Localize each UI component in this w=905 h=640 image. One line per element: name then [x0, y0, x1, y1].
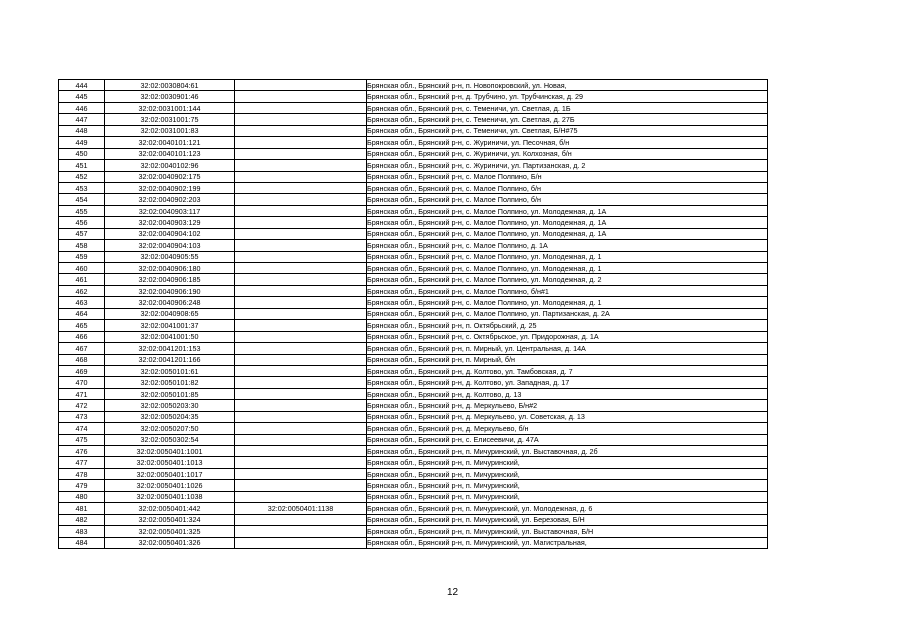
related-cadastral-number-cell — [235, 400, 367, 411]
related-cadastral-number-cell — [235, 468, 367, 479]
row-number-cell: 446 — [59, 102, 105, 113]
address-cell: Брянская обл., Брянский р-н, п. Мичуринский, ул. Молодежная, д. 6 — [367, 503, 768, 514]
address-cell: Брянская обл., Брянский р-н, с. Малое Полпино, ул. Молодежная, д. 1 — [367, 251, 768, 262]
related-cadastral-number-cell — [235, 354, 367, 365]
table-row — [59, 308, 768, 319]
row-number-cell: 475 — [59, 434, 105, 445]
address-cell: Брянская обл., Брянский р-н, с. Теменичи, ул. Светлая, Б/Н#75 — [367, 125, 768, 136]
table-row — [59, 514, 768, 525]
cadastral-number-cell: 32:02:0040906:190 — [105, 285, 235, 296]
row-number-cell: 445 — [59, 91, 105, 102]
page-number: 12 — [446, 587, 459, 598]
related-cadastral-number-cell — [235, 182, 367, 193]
row-number-cell: 452 — [59, 171, 105, 182]
table-row — [59, 91, 768, 102]
row-number-cell: 454 — [59, 194, 105, 205]
cadastral-number-cell: 32:02:0050401:1001 — [105, 446, 235, 457]
address-cell: Брянская обл., Брянский р-н, с. Журиничи, ул. Колхозная, б/н — [367, 148, 768, 159]
address-cell: Брянская обл., Брянский р-н, п. Новопокровский, ул. Новая, — [367, 80, 768, 91]
table-row — [59, 251, 768, 262]
address-cell: Брянская обл., Брянский р-н, с. Теменичи, ул. Светлая, д. 1Б — [367, 102, 768, 113]
row-number-cell: 451 — [59, 160, 105, 171]
address-cell: Брянская обл., Брянский р-н, с. Малое Полпино, ул. Молодежная, д. 1А — [367, 217, 768, 228]
table-row — [59, 171, 768, 182]
cadastral-number-cell: 32:02:0041001:37 — [105, 320, 235, 331]
cadastral-number-cell: 32:02:0041001:50 — [105, 331, 235, 342]
cadastral-number-cell: 32:02:0050101:85 — [105, 388, 235, 399]
row-number-cell: 467 — [59, 343, 105, 354]
cadastral-number-cell: 32:02:0040102:96 — [105, 160, 235, 171]
cadastral-number-cell: 32:02:0050401:326 — [105, 537, 235, 548]
address-cell: Брянская обл., Брянский р-н, д. Меркульево, Б/н#2 — [367, 400, 768, 411]
table-row — [59, 240, 768, 251]
cadastral-register-table — [58, 79, 768, 549]
related-cadastral-number-cell — [235, 480, 367, 491]
table-row — [59, 297, 768, 308]
related-cadastral-number-cell — [235, 251, 367, 262]
table-row — [59, 228, 768, 239]
row-number-cell: 453 — [59, 182, 105, 193]
row-number-cell: 461 — [59, 274, 105, 285]
related-cadastral-number-cell — [235, 297, 367, 308]
row-number-cell: 455 — [59, 205, 105, 216]
cadastral-number-cell: 32:02:0040903:129 — [105, 217, 235, 228]
related-cadastral-number-cell — [235, 411, 367, 422]
table-row — [59, 537, 768, 548]
row-number-cell: 464 — [59, 308, 105, 319]
address-cell: Брянская обл., Брянский р-н, п. Мичуринский, — [367, 491, 768, 502]
address-cell: Брянская обл., Брянский р-н, с. Малое Полпино, ул. Партизанская, д. 2А — [367, 308, 768, 319]
address-cell: Брянская обл., Брянский р-н, с. Малое Полпино, ул. Молодежная, д. 1А — [367, 228, 768, 239]
table-row — [59, 102, 768, 113]
cadastral-number-cell: 32:02:0040906:180 — [105, 263, 235, 274]
related-cadastral-number-cell — [235, 331, 367, 342]
table-row — [59, 468, 768, 479]
address-cell: Брянская обл., Брянский р-н, д. Колтово, ул. Тамбовская, д. 7 — [367, 365, 768, 376]
related-cadastral-number-cell — [235, 285, 367, 296]
table-row — [59, 194, 768, 205]
related-cadastral-number-cell — [235, 446, 367, 457]
table-row — [59, 182, 768, 193]
table-row — [59, 125, 768, 136]
row-number-cell: 459 — [59, 251, 105, 262]
related-cadastral-number-cell — [235, 217, 367, 228]
address-cell: Брянская обл., Брянский р-н, с. Малое Полпино, ул. Молодежная, д. 1 — [367, 297, 768, 308]
row-number-cell: 479 — [59, 480, 105, 491]
table-row — [59, 274, 768, 285]
cadastral-number-cell: 32:02:0040902:175 — [105, 171, 235, 182]
related-cadastral-number-cell — [235, 171, 367, 182]
table-row — [59, 331, 768, 342]
table-row — [59, 365, 768, 376]
table-row — [59, 480, 768, 491]
row-number-cell: 448 — [59, 125, 105, 136]
row-number-cell: 444 — [59, 80, 105, 91]
row-number-cell: 476 — [59, 446, 105, 457]
table-row — [59, 400, 768, 411]
address-cell: Брянская обл., Брянский р-н, п. Мичуринский, ул. Выставочная, д. 2б — [367, 446, 768, 457]
address-cell: Брянская обл., Брянский р-н, д. Трубчино, ул. Трубчинская, д. 29 — [367, 91, 768, 102]
row-number-cell: 472 — [59, 400, 105, 411]
address-cell: Брянская обл., Брянский р-н, п. Октябрьский, д. 25 — [367, 320, 768, 331]
cadastral-number-cell: 32:02:0040902:203 — [105, 194, 235, 205]
row-number-cell: 470 — [59, 377, 105, 388]
address-cell: Брянская обл., Брянский р-н, с. Малое Полпино, ул. Молодежная, д. 1 — [367, 263, 768, 274]
cadastral-number-cell: 32:02:0030901:46 — [105, 91, 235, 102]
row-number-cell: 482 — [59, 514, 105, 525]
cadastral-number-cell: 32:02:0040903:117 — [105, 205, 235, 216]
cadastral-number-cell: 32:02:0050401:1038 — [105, 491, 235, 502]
address-cell: Брянская обл., Брянский р-н, с. Малое Полпино, Б/н — [367, 171, 768, 182]
related-cadastral-number-cell — [235, 228, 367, 239]
row-number-cell: 457 — [59, 228, 105, 239]
related-cadastral-number-cell — [235, 91, 367, 102]
row-number-cell: 478 — [59, 468, 105, 479]
related-cadastral-number-cell — [235, 160, 367, 171]
table-row — [59, 503, 768, 514]
row-number-cell: 469 — [59, 365, 105, 376]
address-cell: Брянская обл., Брянский р-н, с. Теменичи, ул. Светлая, д. 27Б — [367, 114, 768, 125]
related-cadastral-number-cell — [235, 343, 367, 354]
row-number-cell: 468 — [59, 354, 105, 365]
table-row — [59, 377, 768, 388]
related-cadastral-number-cell — [235, 457, 367, 468]
address-cell: Брянская обл., Брянский р-н, д. Меркульево, б/н — [367, 423, 768, 434]
cadastral-number-cell: 32:02:0031001:144 — [105, 102, 235, 113]
cadastral-number-cell: 32:02:0031001:75 — [105, 114, 235, 125]
table-row — [59, 434, 768, 445]
table-row — [59, 160, 768, 171]
cadastral-number-cell: 32:02:0050401:1017 — [105, 468, 235, 479]
related-cadastral-number-cell — [235, 80, 367, 91]
cadastral-number-cell: 32:02:0050204:35 — [105, 411, 235, 422]
table-row — [59, 114, 768, 125]
address-cell: Брянская обл., Брянский р-н, п. Мичуринский, — [367, 480, 768, 491]
related-cadastral-number-cell — [235, 148, 367, 159]
address-cell: Брянская обл., Брянский р-н, с. Малое Полпино, б/н#1 — [367, 285, 768, 296]
row-number-cell: 460 — [59, 263, 105, 274]
table-row — [59, 205, 768, 216]
address-cell: Брянская обл., Брянский р-н, п. Мичуринский, ул. Березовая, Б/Н — [367, 514, 768, 525]
cadastral-number-cell: 32:02:0050401:1013 — [105, 457, 235, 468]
related-cadastral-number-cell — [235, 308, 367, 319]
table-row — [59, 320, 768, 331]
cadastral-number-cell: 32:02:0040101:123 — [105, 148, 235, 159]
related-cadastral-number-cell — [235, 491, 367, 502]
cadastral-number-cell: 32:02:0040906:248 — [105, 297, 235, 308]
address-cell: Брянская обл., Брянский р-н, с. Малое Полпино, ул. Молодежная, д. 2 — [367, 274, 768, 285]
related-cadastral-number-cell — [235, 205, 367, 216]
cadastral-number-cell: 32:02:0050207:50 — [105, 423, 235, 434]
address-cell: Брянская обл., Брянский р-н, с. Журиничи, ул. Партизанская, д. 2 — [367, 160, 768, 171]
row-number-cell: 466 — [59, 331, 105, 342]
table-row — [59, 446, 768, 457]
cadastral-number-cell: 32:02:0041201:153 — [105, 343, 235, 354]
row-number-cell: 462 — [59, 285, 105, 296]
row-number-cell: 463 — [59, 297, 105, 308]
table-row — [59, 526, 768, 537]
related-cadastral-number-cell — [235, 537, 367, 548]
address-cell: Брянская обл., Брянский р-н, с. Малое Полпино, б/н — [367, 182, 768, 193]
cadastral-number-cell: 32:02:0040906:185 — [105, 274, 235, 285]
row-number-cell: 473 — [59, 411, 105, 422]
related-cadastral-number-cell — [235, 125, 367, 136]
related-cadastral-number-cell — [235, 434, 367, 445]
related-cadastral-number-cell: 32:02:0050401:1138 — [235, 503, 367, 514]
cadastral-number-cell: 32:02:0041201:166 — [105, 354, 235, 365]
table-row — [59, 285, 768, 296]
related-cadastral-number-cell — [235, 377, 367, 388]
cadastral-number-cell: 32:02:0040904:103 — [105, 240, 235, 251]
related-cadastral-number-cell — [235, 102, 367, 113]
address-cell: Брянская обл., Брянский р-н, с. Малое Полпино, ул. Молодежная, д. 1А — [367, 205, 768, 216]
related-cadastral-number-cell — [235, 114, 367, 125]
row-number-cell: 456 — [59, 217, 105, 228]
row-number-cell: 481 — [59, 503, 105, 514]
table-row — [59, 354, 768, 365]
related-cadastral-number-cell — [235, 274, 367, 285]
address-cell: Брянская обл., Брянский р-н, д. Колтово, ул. Западная, д. 17 — [367, 377, 768, 388]
cadastral-number-cell: 32:02:0031001:83 — [105, 125, 235, 136]
row-number-cell: 474 — [59, 423, 105, 434]
cadastral-number-cell: 32:02:0050401:442 — [105, 503, 235, 514]
row-number-cell: 458 — [59, 240, 105, 251]
related-cadastral-number-cell — [235, 526, 367, 537]
address-cell: Брянская обл., Брянский р-н, д. Колтово, д. 13 — [367, 388, 768, 399]
related-cadastral-number-cell — [235, 263, 367, 274]
address-cell: Брянская обл., Брянский р-н, п. Мирный, ул. Центральная, д. 14А — [367, 343, 768, 354]
address-cell: Брянская обл., Брянский р-н, п. Мичуринский, ул. Выставочная, Б/Н — [367, 526, 768, 537]
row-number-cell: 477 — [59, 457, 105, 468]
cadastral-number-cell: 32:02:0050101:61 — [105, 365, 235, 376]
table-row — [59, 80, 768, 91]
related-cadastral-number-cell — [235, 194, 367, 205]
related-cadastral-number-cell — [235, 388, 367, 399]
row-number-cell: 447 — [59, 114, 105, 125]
row-number-cell: 449 — [59, 137, 105, 148]
table-row — [59, 217, 768, 228]
row-number-cell: 465 — [59, 320, 105, 331]
address-cell: Брянская обл., Брянский р-н, с. Октябрьское, ул. Придорожная, д. 1А — [367, 331, 768, 342]
cadastral-number-cell: 32:02:0050101:82 — [105, 377, 235, 388]
related-cadastral-number-cell — [235, 423, 367, 434]
cadastral-number-cell: 32:02:0040908:65 — [105, 308, 235, 319]
address-cell: Брянская обл., Брянский р-н, п. Мичуринский, ул. Магистральная, — [367, 537, 768, 548]
cadastral-number-cell: 32:02:0050401:1026 — [105, 480, 235, 491]
related-cadastral-number-cell — [235, 365, 367, 376]
cadastral-number-cell: 32:02:0030804:61 — [105, 80, 235, 91]
row-number-cell: 471 — [59, 388, 105, 399]
table-row — [59, 491, 768, 502]
address-cell: Брянская обл., Брянский р-н, п. Мичуринский, — [367, 468, 768, 479]
related-cadastral-number-cell — [235, 240, 367, 251]
address-cell: Брянская обл., Брянский р-н, с. Малое Полпино, б/н — [367, 194, 768, 205]
table-row — [59, 423, 768, 434]
row-number-cell: 483 — [59, 526, 105, 537]
cadastral-number-cell: 32:02:0040902:199 — [105, 182, 235, 193]
address-cell: Брянская обл., Брянский р-н, д. Меркульево, ул. Советская, д. 13 — [367, 411, 768, 422]
cadastral-number-cell: 32:02:0050401:325 — [105, 526, 235, 537]
address-cell: Брянская обл., Брянский р-н, п. Мичуринский, — [367, 457, 768, 468]
cadastral-number-cell: 32:02:0040904:102 — [105, 228, 235, 239]
cadastral-number-cell: 32:02:0050401:324 — [105, 514, 235, 525]
row-number-cell: 484 — [59, 537, 105, 548]
cadastral-number-cell: 32:02:0040101:121 — [105, 137, 235, 148]
address-cell: Брянская обл., Брянский р-н, с. Журиничи, ул. Песочная, б/н — [367, 137, 768, 148]
table-row — [59, 137, 768, 148]
row-number-cell: 480 — [59, 491, 105, 502]
table-row — [59, 388, 768, 399]
cadastral-number-cell: 32:02:0050203:30 — [105, 400, 235, 411]
table-row — [59, 343, 768, 354]
table-row — [59, 411, 768, 422]
related-cadastral-number-cell — [235, 320, 367, 331]
table-row — [59, 457, 768, 468]
table-row — [59, 148, 768, 159]
row-number-cell: 450 — [59, 148, 105, 159]
related-cadastral-number-cell — [235, 137, 367, 148]
cadastral-number-cell: 32:02:0040905:55 — [105, 251, 235, 262]
address-cell: Брянская обл., Брянский р-н, с. Елисеевичи, д. 47А — [367, 434, 768, 445]
related-cadastral-number-cell — [235, 514, 367, 525]
address-cell: Брянская обл., Брянский р-н, с. Малое Полпино, д. 1А — [367, 240, 768, 251]
address-cell: Брянская обл., Брянский р-н, п. Мирный, б/н — [367, 354, 768, 365]
register-table-body — [59, 80, 768, 549]
cadastral-number-cell: 32:02:0050302:54 — [105, 434, 235, 445]
table-row — [59, 263, 768, 274]
